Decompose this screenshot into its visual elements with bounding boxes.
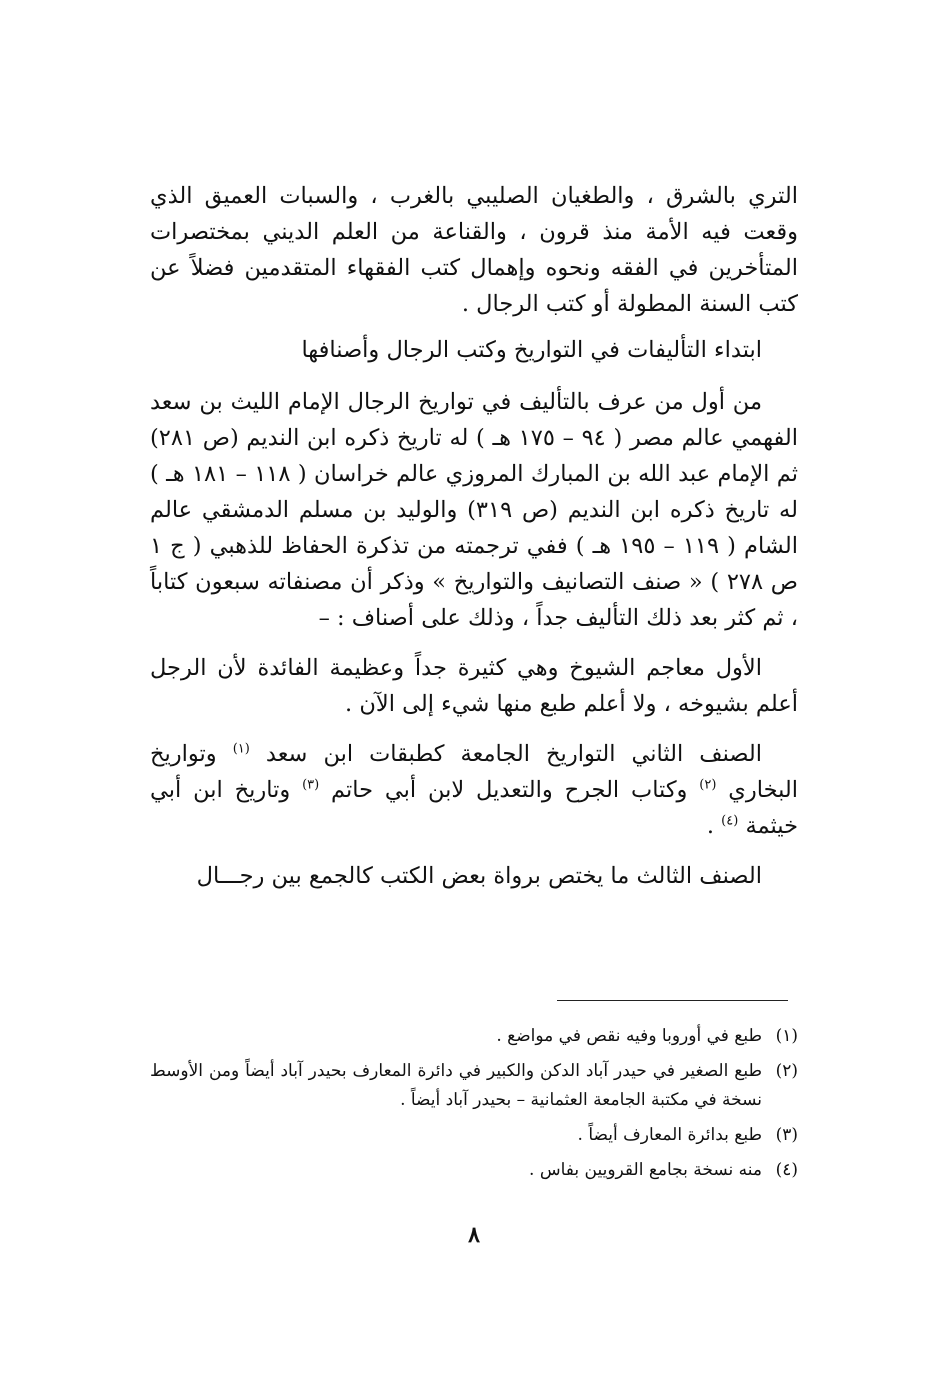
footnotes bbox=[150, 1022, 798, 1191]
footnote-item bbox=[150, 1156, 798, 1185]
paragraph-1: التري بالشرق ، والطغيان الصليبي بالغرب ، والسبات العميق الذي وقعت فيه الأمة منذ قرون ، والقناعة من العلم الديني بمختصرات المتأخرين في الفقه ونحوه وإهمال كتب الفقهاء المتقدمين فضلاً عن كتب السنة المطولة أو كتب الرجال . bbox=[150, 183, 798, 317]
paragraph-4-text-a: الصنف الثاني التواريخ الجامعة كطبقات ابن سعد bbox=[265, 741, 763, 767]
footnote-number: (٤) bbox=[775, 1160, 798, 1180]
paragraph-4-text-b: وتواريخ البخاري bbox=[150, 741, 799, 803]
footnote-item bbox=[150, 1121, 798, 1150]
footnote-item bbox=[150, 1057, 798, 1115]
paragraph-3: الأول معاجم الشيوخ وهي كثيرة جداً وعظيمة الفائدة لأن الرجل أعلم بشيوخه ، ولا أعلم طبع منها شيء إلى الآن . bbox=[150, 655, 798, 717]
footnote-number: (١) bbox=[775, 1026, 798, 1046]
footnote-ref-1: (١) bbox=[232, 741, 250, 757]
footnote-number: (٢) bbox=[775, 1061, 798, 1081]
paragraph-2: من أول من عرف بالتأليف في تواريخ الرجال الإمام الليث بن سعد الفهمي عالم مصر ( ٩٤ – ١٧٥ هـ ) له تاريخ ذكره ابن النديم (ص ٢٨١) ثم الإمام عبد الله بن المبارك المروزي عالم خراسان ( ١١٨ – ١٨١ هـ ) له تاريخ ذكره ابن النديم (ص ٣١٩) والوليد بن مسلم الدمشقي عالم الشام ( ١١٩ – ١٩٥ هـ ) ففي ترجمته من تذكرة الحفاظ للذهبي ( ج ١ ص ٢٧٨ ) « صنف التصانيف والتواريخ » وذكر أن مصنفاته سبعون كتاباً ، ثم كثر بعد ذلك التأليف جداً ، وذلك على أصناف : – bbox=[150, 389, 799, 631]
footnote-ref-2: (٢) bbox=[699, 777, 717, 793]
footnote-ref-4: (٤) bbox=[721, 813, 739, 829]
paragraph-4-text-d: وتاريخ ابن أبي خيثمة bbox=[150, 777, 798, 839]
footnote-text: طبع الصغير في حيدر آباد الدكن والكبير في دائرة المعارف بحيدر آباد أيضاً ومن الأوسط نسخة في مكتبة الجامعة العثمانية – بحيدر آباد أيضاً . bbox=[150, 1061, 762, 1110]
section-heading: ابتداء التأليفات في التواريخ وكتب الرجال وأصنافها bbox=[301, 337, 762, 363]
paragraph-5: الصنف الثالث ما يختص برواة بعض الكتب كالجمع بين رجـــال bbox=[196, 863, 762, 889]
footnote-ref-3: (٣) bbox=[302, 777, 320, 793]
footnote-item bbox=[150, 1022, 798, 1051]
page-number: ٨ bbox=[468, 1222, 480, 1248]
footnote-text: طبع في أوروبا وفيه نقص في مواضع . bbox=[496, 1026, 762, 1046]
footnote-separator bbox=[557, 1000, 788, 1001]
paragraph-4-text-e: . bbox=[706, 813, 714, 839]
footnote-text: طبع بدائرة المعارف أيضاً . bbox=[577, 1125, 762, 1145]
footnote-number: (٣) bbox=[775, 1125, 798, 1145]
paragraph-4 bbox=[150, 736, 798, 844]
footnote-text: منه نسخة بجامع القرويين بفاس . bbox=[529, 1160, 762, 1180]
paragraph-4-text-c: وكتاب الجرح والتعديل لابن أبي حاتم bbox=[331, 777, 688, 803]
page-body bbox=[150, 178, 798, 894]
